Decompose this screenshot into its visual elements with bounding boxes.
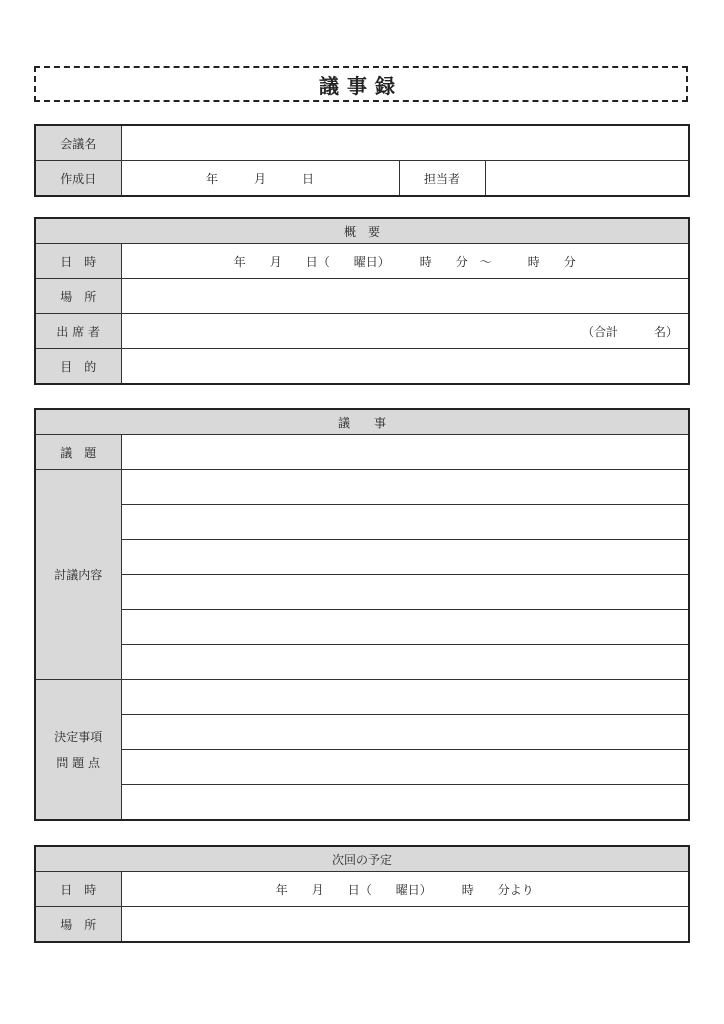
discussion-line[interactable] <box>121 575 689 610</box>
attendees-label: 出 席 者 <box>35 314 121 349</box>
document-title: 議事録 <box>319 73 403 98</box>
meeting-name-label: 会議名 <box>35 125 121 161</box>
overview-place-label: 場 所 <box>35 279 121 314</box>
discussion-label: 討議内容 <box>35 470 121 680</box>
decisions-label <box>35 680 121 821</box>
discussion-line[interactable] <box>121 470 689 505</box>
attendees-total-text: （合計 名） <box>581 324 678 339</box>
next-datetime-label: 日 時 <box>35 872 121 907</box>
person-in-charge-field[interactable] <box>485 161 689 197</box>
next-place-label: 場 所 <box>35 907 121 943</box>
attendees-field[interactable] <box>121 314 689 349</box>
title-box <box>34 66 688 102</box>
overview-table <box>34 217 690 385</box>
overview-datetime-field[interactable]: 年 月 日（ 曜日） 時 分 ～ 時 分 <box>121 244 689 279</box>
topic-field[interactable] <box>121 435 689 470</box>
next-section-title: 次回の予定 <box>35 846 689 872</box>
purpose-label: 目 的 <box>35 349 121 385</box>
decisions-label-line2: 問 題 点 <box>56 755 101 770</box>
decisions-line[interactable] <box>121 680 689 715</box>
meeting-name-field[interactable] <box>121 125 689 161</box>
purpose-field[interactable] <box>121 349 689 385</box>
discussion-line[interactable] <box>121 540 689 575</box>
overview-datetime-label: 日 時 <box>35 244 121 279</box>
discussion-line[interactable] <box>121 610 689 645</box>
next-place-field[interactable] <box>121 907 689 943</box>
decisions-line[interactable] <box>121 750 689 785</box>
topic-label: 議 題 <box>35 435 121 470</box>
overview-place-field[interactable] <box>121 279 689 314</box>
created-date-label: 作成日 <box>35 161 121 197</box>
next-schedule-table <box>34 845 690 943</box>
proceedings-table <box>34 408 690 821</box>
discussion-line[interactable] <box>121 645 689 680</box>
decisions-line[interactable] <box>121 785 689 821</box>
created-date-field[interactable]: 年 月 日 <box>121 161 399 197</box>
decisions-line[interactable] <box>121 715 689 750</box>
proceedings-section-title: 議 事 <box>35 409 689 435</box>
discussion-line[interactable] <box>121 505 689 540</box>
next-datetime-field[interactable]: 年 月 日（ 曜日） 時 分より <box>121 872 689 907</box>
decisions-label-line1: 決定事項 <box>54 729 103 744</box>
person-in-charge-label: 担当者 <box>399 161 485 197</box>
header-table <box>34 124 690 197</box>
overview-section-title: 概 要 <box>35 218 689 244</box>
